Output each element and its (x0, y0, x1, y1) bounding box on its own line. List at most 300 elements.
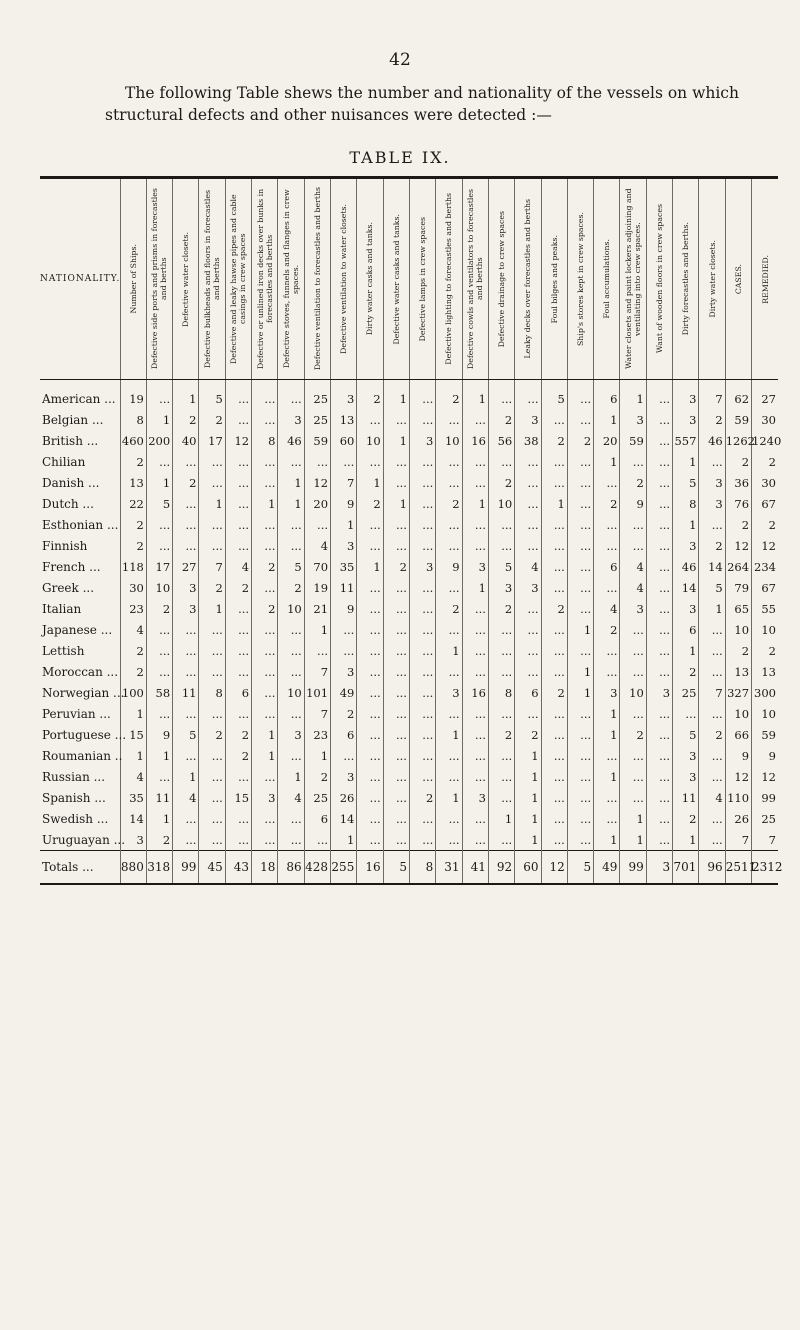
count-cell: 1 (357, 556, 383, 577)
count-cell: ... (146, 514, 172, 535)
count-cell: 1 (120, 703, 146, 724)
total-cell: 45 (199, 851, 225, 885)
count-cell: 59 (725, 409, 751, 430)
count-cell: 3 (515, 577, 541, 598)
count-cell: ... (146, 535, 172, 556)
count-cell: 2 (120, 514, 146, 535)
count-cell: 1 (173, 380, 199, 410)
count-cell: ... (488, 745, 514, 766)
count-cell: 1 (594, 829, 620, 851)
count-cell: ... (541, 619, 567, 640)
count-cell: ... (199, 451, 225, 472)
count-cell: 13 (725, 661, 751, 682)
count-cell: ... (436, 808, 462, 829)
count-cell: 2 (594, 619, 620, 640)
header-label: Defective stoves, funnels and flanges in crew spaces. (282, 189, 301, 369)
count-cell: ... (225, 451, 251, 472)
count-cell: ... (515, 472, 541, 493)
count-cell: 5 (488, 556, 514, 577)
count-cell: 25 (752, 808, 778, 829)
count-cell: ... (620, 766, 646, 787)
count-cell: ... (462, 619, 488, 640)
count-cell: 1 (567, 661, 593, 682)
count-cell: 3 (515, 409, 541, 430)
count-cell: 2 (120, 451, 146, 472)
count-cell: 3 (699, 472, 725, 493)
count-cell: 36 (725, 472, 751, 493)
count-cell: ... (699, 451, 725, 472)
count-cell: ... (594, 514, 620, 535)
count-cell: 8 (199, 682, 225, 703)
count-cell: ... (646, 514, 672, 535)
table-row (40, 451, 778, 472)
count-cell: 5 (673, 724, 699, 745)
header-row (40, 178, 778, 380)
count-cell: 2 (383, 556, 409, 577)
count-cell: 7 (199, 556, 225, 577)
count-cell: 21 (304, 598, 330, 619)
total-cell: 43 (225, 851, 251, 885)
count-cell: ... (567, 745, 593, 766)
count-cell: ... (409, 577, 435, 598)
count-cell: 22 (120, 493, 146, 514)
count-cell: ... (594, 661, 620, 682)
count-cell: ... (436, 535, 462, 556)
count-cell: 2 (699, 409, 725, 430)
count-cell: ... (357, 535, 383, 556)
count-cell: 40 (173, 430, 199, 451)
count-cell: ... (462, 703, 488, 724)
totals-label: Totals ... (40, 851, 120, 885)
count-cell: 1240 (752, 430, 778, 451)
count-cell: 10 (436, 430, 462, 451)
count-cell: 1 (436, 787, 462, 808)
count-cell: 55 (752, 598, 778, 619)
count-cell: ... (199, 472, 225, 493)
count-cell: 1 (304, 619, 330, 640)
count-cell: 3 (673, 598, 699, 619)
count-cell: 1 (567, 619, 593, 640)
count-cell: ... (173, 808, 199, 829)
count-cell: ... (436, 451, 462, 472)
header-label: Water closets and paint lockers adjoining and ventilating into crew spaces. (624, 188, 643, 370)
count-cell: 59 (620, 430, 646, 451)
header-label: Defective or unlined iron decks over bunks in forecastles and berths (255, 188, 274, 370)
count-cell: 1 (541, 493, 567, 514)
header-col-25 (752, 178, 778, 380)
nationality-cell: Finnish (42, 538, 88, 553)
nationality-cell: Russian ... (42, 769, 106, 784)
nationality-cell: Greek ... (42, 580, 95, 595)
count-cell: 11 (173, 682, 199, 703)
count-cell: ... (541, 808, 567, 829)
count-cell: ... (252, 682, 278, 703)
count-cell: 25 (304, 409, 330, 430)
count-cell: 1 (620, 808, 646, 829)
nationality-cell: Chilian (42, 454, 86, 469)
count-cell: 3 (620, 409, 646, 430)
count-cell: 59 (752, 724, 778, 745)
count-cell: ... (409, 724, 435, 745)
count-cell: ... (620, 535, 646, 556)
table-row (40, 409, 778, 430)
count-cell: 99 (752, 787, 778, 808)
count-cell: 5 (673, 472, 699, 493)
count-cell: ... (567, 808, 593, 829)
header-label: CASES. (733, 263, 743, 295)
count-cell: 1 (673, 514, 699, 535)
count-cell: 8 (488, 682, 514, 703)
count-cell: ... (383, 787, 409, 808)
count-cell: 3 (120, 829, 146, 851)
count-cell: ... (567, 787, 593, 808)
count-cell: 3 (673, 766, 699, 787)
count-cell: ... (357, 409, 383, 430)
count-cell: ... (620, 640, 646, 661)
count-cell: ... (699, 640, 725, 661)
header-label: Defective and leaky hawse pipes and cable casings in crew spaces (229, 194, 248, 364)
nationality-cell: Moroccan ... (42, 664, 119, 679)
total-cell: 701 (673, 851, 699, 885)
count-cell: 17 (146, 556, 172, 577)
count-cell: 10 (278, 598, 304, 619)
count-cell: ... (541, 787, 567, 808)
count-cell: ... (199, 808, 225, 829)
count-cell: 1 (278, 493, 304, 514)
count-cell: ... (620, 619, 646, 640)
count-cell: 9 (331, 598, 357, 619)
count-cell: ... (594, 745, 620, 766)
count-cell: ... (462, 535, 488, 556)
count-cell: 2 (673, 808, 699, 829)
header-label: Defective water closets. (181, 231, 191, 327)
count-cell: ... (173, 493, 199, 514)
count-cell: 2 (199, 724, 225, 745)
table-row (40, 472, 778, 493)
count-cell: 2 (699, 724, 725, 745)
header-label: Defective cowls and ventilators to forecastles and berths (466, 188, 485, 370)
totals-row (40, 851, 778, 885)
total-cell: 41 (462, 851, 488, 885)
count-cell: ... (409, 682, 435, 703)
table-row (40, 619, 778, 640)
header-col-11 (383, 178, 409, 380)
count-cell: 4 (120, 766, 146, 787)
nationality-cell: Belgian ... (42, 412, 104, 427)
count-cell: 4 (225, 556, 251, 577)
count-cell: 67 (752, 493, 778, 514)
count-cell: ... (462, 409, 488, 430)
count-cell: 14 (673, 577, 699, 598)
table-row (40, 766, 778, 787)
count-cell: 3 (436, 682, 462, 703)
count-cell: ... (252, 380, 278, 410)
count-cell: ... (646, 577, 672, 598)
count-cell: 2 (357, 380, 383, 410)
total-cell: 99 (620, 851, 646, 885)
count-cell: 6 (594, 556, 620, 577)
count-cell: 7 (752, 829, 778, 851)
table-row (40, 598, 778, 619)
header-label: Dirty forecastles and berths. (681, 222, 691, 336)
count-cell: 2 (725, 451, 751, 472)
count-cell: 2 (725, 640, 751, 661)
count-cell: 460 (120, 430, 146, 451)
count-cell: ... (567, 493, 593, 514)
count-cell: 5 (699, 577, 725, 598)
count-cell: 2 (146, 829, 172, 851)
count-cell: ... (515, 514, 541, 535)
defects-table (40, 176, 783, 885)
count-cell: 6 (304, 808, 330, 829)
count-cell: ... (646, 619, 672, 640)
count-cell: ... (515, 380, 541, 410)
count-cell: ... (225, 472, 251, 493)
count-cell: ... (357, 724, 383, 745)
count-cell: ... (620, 703, 646, 724)
count-cell: 3 (173, 598, 199, 619)
count-cell: 4 (515, 556, 541, 577)
count-cell: 1 (567, 682, 593, 703)
count-cell: 56 (488, 430, 514, 451)
count-cell: 2 (225, 745, 251, 766)
count-cell: 46 (278, 430, 304, 451)
count-cell: ... (173, 535, 199, 556)
count-cell: ... (541, 640, 567, 661)
count-cell: 38 (515, 430, 541, 451)
count-cell: 13 (331, 409, 357, 430)
count-cell: 25 (304, 380, 330, 410)
count-cell: 12 (752, 766, 778, 787)
count-cell: 2 (620, 472, 646, 493)
count-cell: ... (594, 535, 620, 556)
count-cell: ... (515, 640, 541, 661)
count-cell: 12 (725, 766, 751, 787)
count-cell: 3 (409, 556, 435, 577)
count-cell: ... (515, 703, 541, 724)
count-cell: 2 (173, 472, 199, 493)
count-cell: ... (383, 619, 409, 640)
count-cell: 10 (725, 703, 751, 724)
total-cell: 2511 (725, 851, 751, 885)
count-cell: 46 (673, 556, 699, 577)
header-label: Ship's stores kept in crew spaces. (575, 211, 585, 347)
count-cell: ... (699, 766, 725, 787)
count-cell: 2 (357, 493, 383, 514)
total-cell: 12 (541, 851, 567, 885)
count-cell: 2 (620, 724, 646, 745)
count-cell: 1 (146, 808, 172, 829)
count-cell: ... (620, 661, 646, 682)
count-cell: ... (541, 472, 567, 493)
count-cell: ... (331, 451, 357, 472)
count-cell: 1 (173, 766, 199, 787)
count-cell: ... (252, 808, 278, 829)
count-cell: 1 (199, 493, 225, 514)
count-cell: 59 (304, 430, 330, 451)
count-cell: 25 (304, 787, 330, 808)
count-cell: 1 (673, 451, 699, 472)
count-cell: 3 (278, 409, 304, 430)
count-cell: ... (488, 661, 514, 682)
count-cell: ... (620, 514, 646, 535)
count-cell: ... (515, 661, 541, 682)
count-cell: ... (357, 682, 383, 703)
count-cell: ... (488, 451, 514, 472)
count-cell: ... (515, 535, 541, 556)
count-cell: 1 (120, 745, 146, 766)
count-cell: ... (357, 451, 383, 472)
count-cell: ... (331, 640, 357, 661)
count-cell: 1 (515, 745, 541, 766)
count-cell: 1 (146, 409, 172, 430)
nationality-cell: French ... (42, 559, 101, 574)
table-row (40, 535, 778, 556)
count-cell: 1262 (725, 430, 751, 451)
count-cell: ... (462, 472, 488, 493)
table-row (40, 556, 778, 577)
count-cell: 3 (278, 724, 304, 745)
count-cell: 1 (278, 766, 304, 787)
count-cell: 11 (146, 787, 172, 808)
count-cell: ... (146, 703, 172, 724)
count-cell: 20 (304, 493, 330, 514)
header-col-5 (225, 178, 251, 380)
count-cell: 6 (225, 682, 251, 703)
count-cell: 5 (173, 724, 199, 745)
count-cell: ... (146, 661, 172, 682)
count-cell: ... (567, 514, 593, 535)
count-cell: 1 (488, 808, 514, 829)
count-cell: ... (436, 703, 462, 724)
count-cell: ... (304, 451, 330, 472)
count-cell: 9 (331, 493, 357, 514)
count-cell: ... (225, 409, 251, 430)
count-cell: ... (646, 380, 672, 410)
count-cell: ... (436, 514, 462, 535)
count-cell: 1 (252, 724, 278, 745)
count-cell: ... (199, 514, 225, 535)
count-cell: ... (541, 766, 567, 787)
count-cell: ... (357, 619, 383, 640)
header-col-20 (620, 178, 646, 380)
count-cell: ... (278, 829, 304, 851)
count-cell: ... (199, 661, 225, 682)
count-cell: ... (567, 724, 593, 745)
count-cell: ... (462, 598, 488, 619)
nationality-cell: Portuguese ... (42, 727, 127, 742)
table-row (40, 577, 778, 598)
header-col-13 (436, 178, 462, 380)
header-label: Foul bilges and peaks. (549, 234, 559, 324)
count-cell: 557 (673, 430, 699, 451)
count-cell: 1 (462, 380, 488, 410)
count-cell: ... (199, 535, 225, 556)
count-cell: ... (383, 514, 409, 535)
count-cell: ... (383, 472, 409, 493)
count-cell: 3 (673, 535, 699, 556)
count-cell: ... (225, 640, 251, 661)
count-cell: 3 (331, 766, 357, 787)
table-title: TABLE IX. (349, 148, 451, 167)
count-cell: ... (409, 829, 435, 851)
count-cell: 3 (409, 430, 435, 451)
count-cell: ... (515, 493, 541, 514)
count-cell: 4 (620, 577, 646, 598)
count-cell: ... (567, 703, 593, 724)
count-cell: 2 (725, 514, 751, 535)
count-cell: ... (357, 577, 383, 598)
header-col-21 (646, 178, 672, 380)
count-cell: ... (620, 787, 646, 808)
count-cell: ... (409, 661, 435, 682)
count-cell: ... (462, 829, 488, 851)
header-col-22 (673, 178, 699, 380)
count-cell: ... (409, 703, 435, 724)
count-cell: 2 (488, 409, 514, 430)
count-cell: 9 (752, 745, 778, 766)
count-cell: 2 (225, 577, 251, 598)
count-cell: 2 (515, 724, 541, 745)
count-cell: ... (567, 409, 593, 430)
count-cell: ... (541, 745, 567, 766)
count-cell: ... (488, 787, 514, 808)
count-cell: ... (357, 787, 383, 808)
count-cell: 79 (725, 577, 751, 598)
header-col-17 (541, 178, 567, 380)
count-cell: ... (331, 745, 357, 766)
count-cell: 35 (120, 787, 146, 808)
nationality-cell: Uruguayan ... (42, 832, 126, 847)
count-cell: 118 (120, 556, 146, 577)
count-cell: 1 (304, 745, 330, 766)
count-cell: 58 (146, 682, 172, 703)
count-cell: ... (488, 514, 514, 535)
count-cell: 13 (752, 661, 778, 682)
count-cell: 67 (752, 577, 778, 598)
count-cell: ... (436, 766, 462, 787)
count-cell: 2 (488, 472, 514, 493)
header-label: Defective lighting to forecastles and berths (444, 193, 454, 365)
count-cell: ... (225, 661, 251, 682)
count-cell: 1 (594, 724, 620, 745)
table-row (40, 661, 778, 682)
count-cell: 27 (173, 556, 199, 577)
count-cell: ... (646, 472, 672, 493)
nationality-cell: Swedish ... (42, 811, 109, 826)
count-cell: ... (278, 380, 304, 410)
count-cell: ... (488, 535, 514, 556)
count-cell: 1 (515, 766, 541, 787)
count-cell: ... (383, 535, 409, 556)
count-cell: ... (436, 661, 462, 682)
count-cell: 3 (173, 577, 199, 598)
count-cell: ... (409, 808, 435, 829)
count-cell: ... (699, 703, 725, 724)
header-col-14 (462, 178, 488, 380)
count-cell: ... (541, 556, 567, 577)
count-cell: 7 (699, 380, 725, 410)
count-cell: 1 (515, 808, 541, 829)
count-cell: ... (252, 703, 278, 724)
count-cell: ... (462, 745, 488, 766)
count-cell: ... (357, 703, 383, 724)
count-cell: 30 (752, 409, 778, 430)
count-cell: 14 (120, 808, 146, 829)
count-cell: 1 (357, 472, 383, 493)
count-cell: 26 (331, 787, 357, 808)
count-cell: ... (357, 745, 383, 766)
